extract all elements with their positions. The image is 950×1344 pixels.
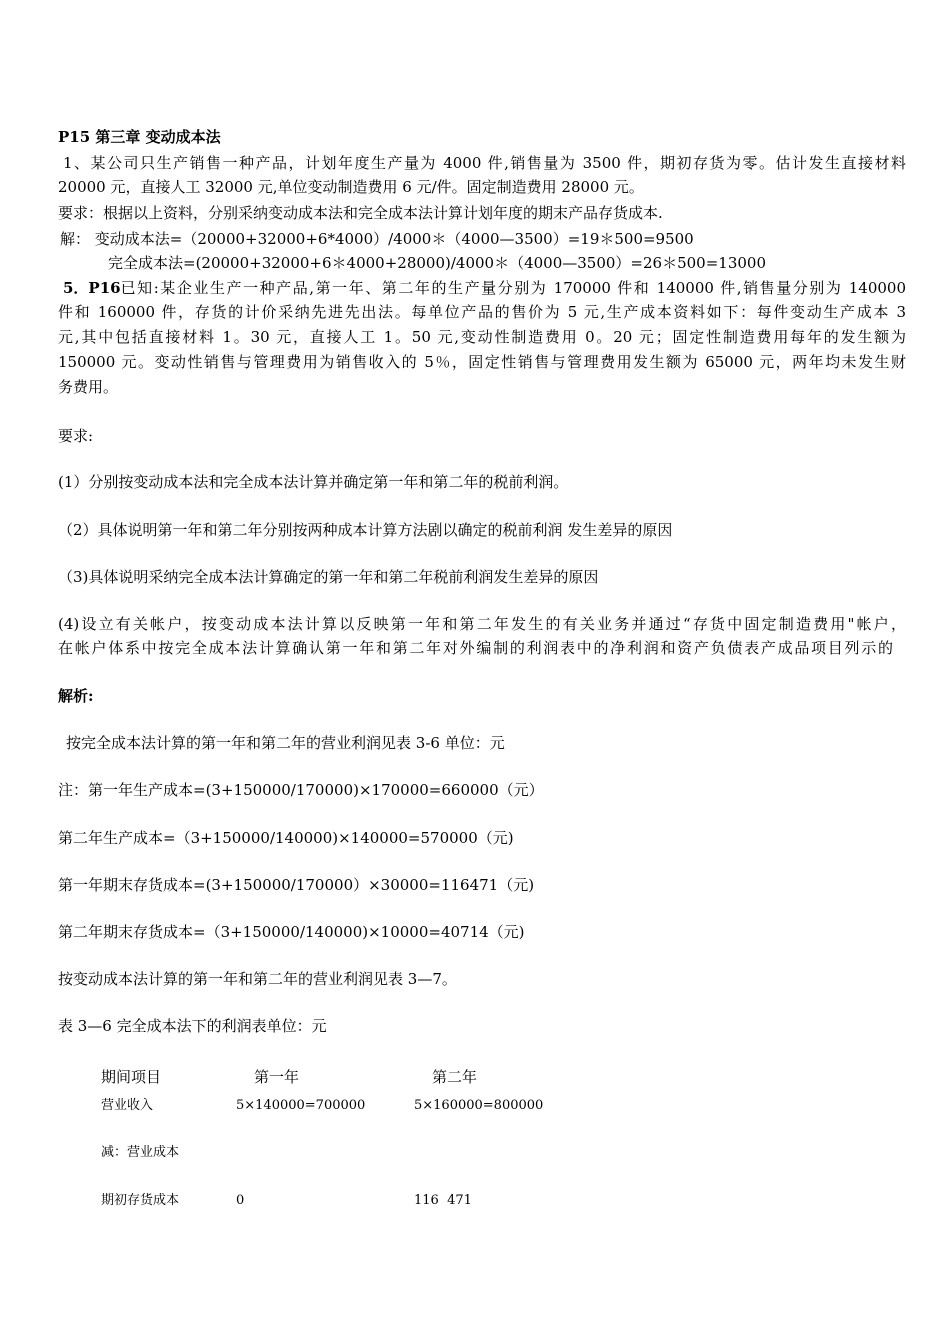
- q5-line-4: 150000 元。变动性销售与管理费用为销售收入的 5％，固定性销售与管理费用发生额为 65000 元，两年均未发生财: [58, 353, 906, 371]
- q5-line-3: 元,其中包括直接材料 1。30 元，直接人工 1。50 元,变动性制造费用 0。20 元；固定性制造费用每年的发生额为: [58, 328, 906, 346]
- table-row-label: 减：营业成本: [101, 1145, 180, 1160]
- analysis-note-2: 第二年生产成本=（3+150000/140000)×140000=570000（元): [58, 829, 514, 847]
- table-header-year-1: 第一年: [254, 1068, 300, 1086]
- table-row-label: 营业收入: [101, 1098, 154, 1113]
- table-cell-year-1: 0: [236, 1193, 245, 1208]
- q5-requirement-1: (1）分别按变动成本法和完全成本法计算并确定第一年和第二年的税前利润。: [58, 473, 569, 491]
- table-header-item: 期间项目: [101, 1068, 162, 1086]
- q5-line-5: 务费用。: [58, 378, 119, 396]
- q5-line-1: 已知:某企业生产一种产品,第一年、第二年的生产量分别为 170000 件和 140000 件,销售量分别为 140000: [120, 279, 906, 297]
- analysis-paragraph-1: 按完全成本法计算的第一年和第二年的营业利润见表 3-6 单位：元: [66, 734, 505, 752]
- q5-requirement-4-line-1: (4)设立有关帐户，按变动成本法计算以反映第一年和第二年发生的有关业务并通过“存货中固定制造费用"帐户，: [58, 615, 906, 633]
- q5-requirement-2: （2）具体说明第一年和第二年分别按两种成本计算方法剧以确定的税前利润 发生差异的原因: [58, 521, 673, 539]
- table-header-year-2: 第二年: [432, 1068, 478, 1086]
- analysis-note-3: 第一年期末存货成本=(3+150000/170000）×30000=116471（元): [58, 876, 535, 894]
- analysis-title: 解析:: [58, 687, 94, 705]
- q1-line-2: 20000 元，直接人工 32000 元,单位变动制造费用 6 元/件。固定制造费用 28000 元。: [58, 178, 644, 196]
- q5-line-2: 件和 160000 件，存货的计价采纳先进先出法。每单位产品的售价为 5 元,生产成本资料如下：每件变动生产成本 3: [58, 303, 906, 321]
- chapter-heading: P15 第三章 变动成本法: [58, 128, 221, 146]
- table-cell-year-2: 116 471: [414, 1193, 472, 1208]
- q5-line-1-wrap: [63, 276, 906, 300]
- table-cell-year-2: 5×160000=800000: [414, 1098, 544, 1113]
- q5-label: 5．P16: [63, 279, 121, 297]
- analysis-paragraph-2: 按变动成本法计算的第一年和第二年的营业利润见表 3—7。: [58, 970, 457, 988]
- table-caption: 表 3—6 完全成本法下的利润表单位：元: [58, 1017, 327, 1035]
- analysis-note-1: 注：第一年生产成本=(3+150000/170000)×170000=660000（元）: [58, 781, 544, 799]
- q1-line-1: 1、某公司只生产销售一种产品，计划年度生产量为 4000 件,销售量为 3500 件，期初存货为零。估计发生直接材料: [63, 154, 906, 172]
- q5-requirement-title: 要求:: [58, 427, 94, 445]
- q1-solution-variable: 解： 变动成本法=（20000+32000+6*4000）/4000＊（4000—3500）=19＊500=9500: [60, 230, 694, 248]
- q5-requirement-4-line-2: 在帐户体系中按完全成本法计算确认第一年和第二年对外编制的利润表中的净利润和资产负债表产成品项目列示的: [58, 639, 893, 657]
- q1-solution-full: 完全成本法=(20000+32000+6＊4000+28000)/4000＊（4000—3500）=26＊500=13000: [108, 254, 766, 272]
- q5-requirement-3: （3)具体说明采纳完全成本法计算确定的第一年和第二年税前利润发生差异的原因: [58, 568, 599, 586]
- table-cell-year-1: 5×140000=700000: [236, 1098, 366, 1113]
- table-row-label: 期初存货成本: [101, 1193, 180, 1208]
- analysis-note-4: 第二年期末存货成本=（3+150000/140000)×10000=40714（元): [58, 923, 525, 941]
- q1-requirement: 要求：根据以上资料，分别采纳变动成本法和完全成本法计算计划年度的期末产品存货成本.: [58, 204, 663, 222]
